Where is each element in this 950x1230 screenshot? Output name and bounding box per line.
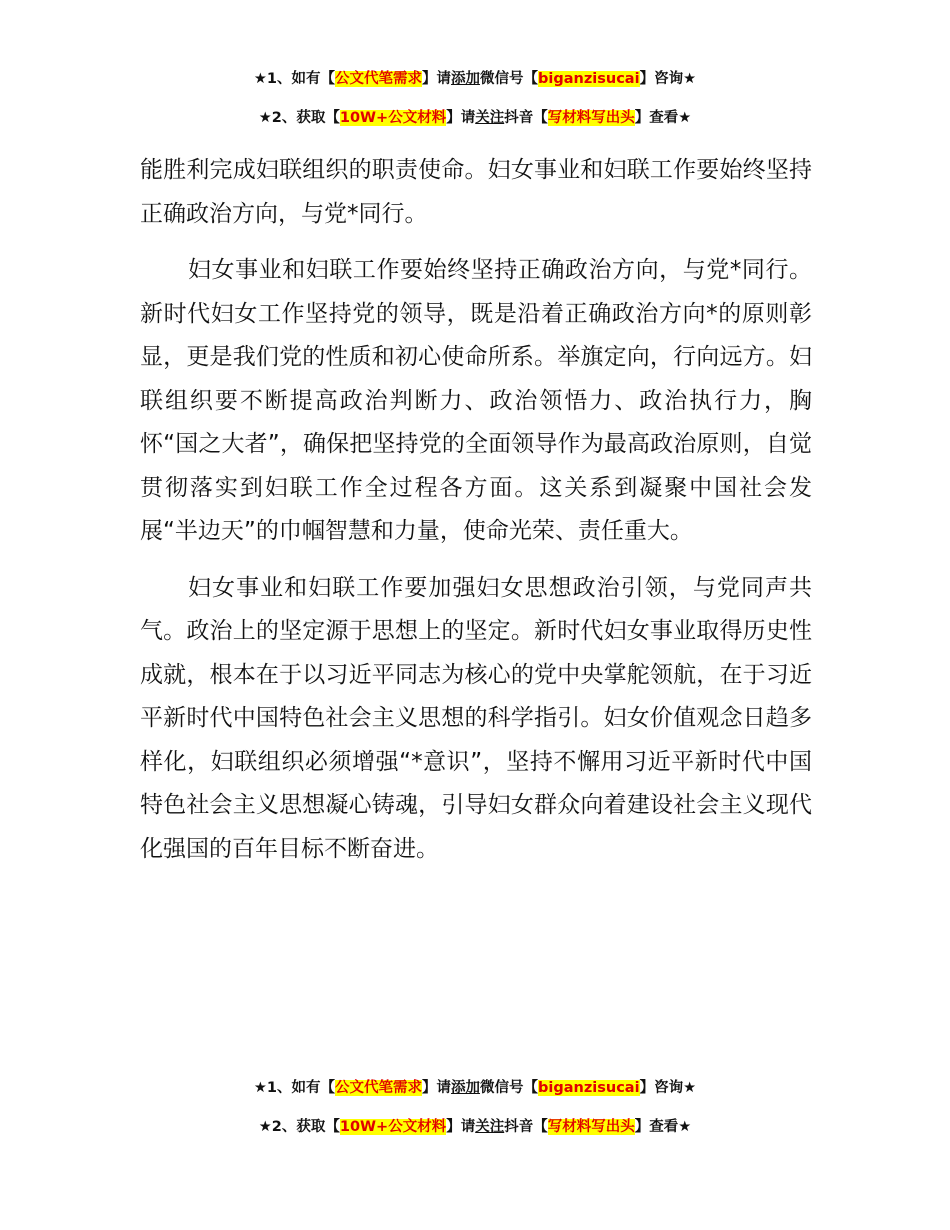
- promo-text: 微信号【: [480, 1080, 539, 1096]
- promo-text: 】请: [446, 1119, 476, 1135]
- promo-suffix: 】咨询★: [639, 71, 697, 87]
- promo-underlined-add: 添加: [451, 1080, 481, 1096]
- promo-text: 抖音【: [504, 1119, 548, 1135]
- promo-highlight-douyin-account: 写材料写出头: [547, 1119, 635, 1135]
- footer-promo-line-2: [0, 1116, 950, 1138]
- header-promo-line-1: [0, 68, 950, 90]
- promo-underlined-follow: 关注: [475, 1119, 505, 1135]
- promo-prefix: ★1、如有【: [253, 1080, 336, 1096]
- document-body: [140, 149, 812, 871]
- header-promo-line-2: [0, 107, 950, 129]
- paragraph-1: 能胜利完成妇联组织的职责使命。妇女事业和妇联工作要始终坚持正确政治方向，与党*同行。: [140, 157, 812, 227]
- promo-text: 】请: [422, 71, 452, 87]
- promo-underlined-add: 添加: [451, 71, 481, 87]
- promo-prefix: ★2、获取【: [258, 1119, 340, 1135]
- footer-promo-line-1: [0, 1077, 950, 1099]
- promo-suffix: 】咨询★: [639, 1080, 697, 1096]
- promo-suffix: 】查看★: [634, 1119, 692, 1135]
- promo-prefix: ★2、获取【: [258, 110, 340, 126]
- promo-highlight-service: 公文代笔需求: [335, 71, 423, 87]
- promo-highlight-wechat-id: biganzisucai: [538, 71, 640, 87]
- promo-text: 微信号【: [480, 71, 539, 87]
- promo-prefix: ★1、如有【: [253, 71, 336, 87]
- promo-highlight-materials: 10W+公文材料: [339, 1119, 447, 1135]
- promo-suffix: 】查看★: [634, 110, 692, 126]
- promo-highlight-materials: 10W+公文材料: [339, 110, 447, 126]
- promo-highlight-service: 公文代笔需求: [335, 1080, 423, 1096]
- promo-text: 】请: [422, 1080, 452, 1096]
- promo-highlight-wechat-id: biganzisucai: [538, 1080, 640, 1096]
- paragraph-3: 妇女事业和妇联工作要加强妇女思想政治引领，与党同声共气。政治上的坚定源于思想上的坚定。新时代妇女事业取得历史性成就，根本在于以习近平同志为核心的党中央掌舵领航，在于习近平新时代中国特色社会主义思想的科学指引。妇女价值观念日趋多样化，妇联组织必须增强“*意识”，坚持不懈用习近平新时代中国特色社会主义思想凝心铸魂，引导妇女群众向着建设社会主义现代化强国的百年目标不断奋进。: [140, 574, 812, 862]
- promo-underlined-follow: 关注: [475, 110, 505, 126]
- promo-highlight-douyin-account: 写材料写出头: [547, 110, 635, 126]
- promo-text: 抖音【: [504, 110, 548, 126]
- paragraph-2: 妇女事业和妇联工作要始终坚持正确政治方向，与党*同行。新时代妇女工作坚持党的领导，既是沿着正确政治方向*的原则彰显，更是我们党的性质和初心使命所系。举旗定向，行向远方。妇联组织要不断提高政治判断力、政治领悟力、政治执行力，胸怀“国之大者”，确保把坚持党的全面领导作为最高政治原则，自觉贯彻落实到妇联工作全过程各方面。这关系到凝聚中国社会发展“半边天”的巾帼智慧和力量，使命光荣、责任重大。: [140, 257, 812, 544]
- promo-text: 】请: [446, 110, 476, 126]
